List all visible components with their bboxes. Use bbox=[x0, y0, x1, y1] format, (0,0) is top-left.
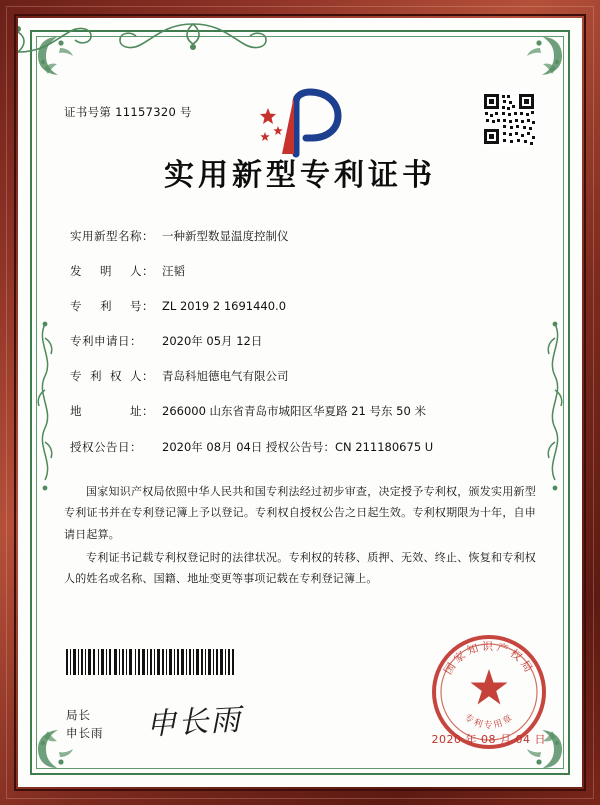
field-label-part: 人： bbox=[130, 369, 154, 384]
page-title: 实用新型专利证书 bbox=[164, 158, 436, 193]
field-label-part: 址： bbox=[130, 404, 154, 419]
field-label-part: 发 bbox=[70, 264, 82, 279]
signature-block bbox=[66, 707, 104, 743]
field-label-part: 明 bbox=[100, 264, 112, 279]
field-value: ZL 2019 2 1691440.0 bbox=[162, 299, 287, 314]
field-label: 专利申请日： bbox=[70, 334, 142, 349]
field-label bbox=[70, 263, 162, 279]
field-label: 授权公告日： bbox=[70, 439, 142, 454]
bottom-flourish-icon bbox=[108, 18, 278, 58]
field-value: 汪韬 bbox=[162, 264, 185, 279]
field-label-part: 地 bbox=[70, 404, 82, 419]
field-label-part: 利 bbox=[100, 299, 112, 314]
field-row bbox=[70, 333, 536, 349]
handwritten-signature: 申长雨 bbox=[145, 702, 244, 743]
certificate-number: 证书号第 11157320 号 bbox=[64, 105, 192, 119]
field-label-part: 专 bbox=[70, 299, 82, 314]
field-value: 266000 山东省青岛市城阳区华夏路 21 号东 50 米 bbox=[162, 404, 426, 419]
field-row bbox=[70, 228, 536, 244]
field-value: 一种新型数显温度控制仪 bbox=[162, 229, 289, 243]
legal-paragraph: 专利证书记载专利权登记时的法律状况。专利权的转移、质押、无效、终止、恢复和专利权人的姓名或名称、国籍、地址变更等事项记载在专利登记簿上。 bbox=[64, 550, 536, 586]
field-row bbox=[70, 403, 536, 419]
certificate-paper bbox=[18, 18, 582, 787]
qr-code-icon bbox=[482, 92, 536, 146]
barcode-icon bbox=[66, 649, 234, 675]
side-ornament-icon bbox=[32, 318, 58, 498]
field-label bbox=[70, 403, 162, 419]
fields-list bbox=[64, 228, 536, 455]
legal-text bbox=[64, 481, 536, 590]
field-label: 实用新型名称： bbox=[70, 229, 154, 243]
director-label: 局长 bbox=[66, 708, 91, 723]
legal-paragraph: 国家知识产权局依照中华人民共和国专利法经过初步审查，决定授予专利权，颁发实用新型专利证书并在专利登记簿上予以登记。专利权自授权公告之日起生效。专利权期限为十年，自申请日起算。 bbox=[64, 484, 536, 541]
top-flourish-icon bbox=[18, 18, 103, 58]
field-label-part: 人： bbox=[130, 264, 154, 279]
field-value: 青岛科旭德电气有限公司 bbox=[162, 369, 289, 384]
field-value: 2020年 05月 12日 bbox=[162, 334, 263, 349]
field-row bbox=[70, 298, 536, 314]
field-label bbox=[70, 368, 162, 384]
seal-date: 2020 年 08 月 04 日 bbox=[431, 733, 546, 746]
field-row bbox=[70, 439, 536, 455]
svg-text:专利专用章: 专利专用章 bbox=[462, 712, 516, 731]
svg-text:国家知识产权局: 国家知识产权局 bbox=[441, 640, 537, 677]
field-label-part: 利 bbox=[90, 369, 102, 384]
field-label-part: 专 bbox=[70, 369, 82, 384]
field-value: 2020年 08月 04日 授权公告号：CN 211180675 U bbox=[162, 439, 434, 454]
field-label bbox=[70, 298, 162, 314]
field-label-part: 号： bbox=[130, 299, 154, 314]
field-row bbox=[70, 368, 536, 384]
field-row bbox=[70, 263, 536, 279]
director-name: 申长雨 bbox=[66, 726, 104, 741]
side-ornament-icon bbox=[542, 318, 568, 498]
cnipa-logo-icon bbox=[252, 88, 348, 158]
field-label-part: 权 bbox=[110, 369, 122, 384]
